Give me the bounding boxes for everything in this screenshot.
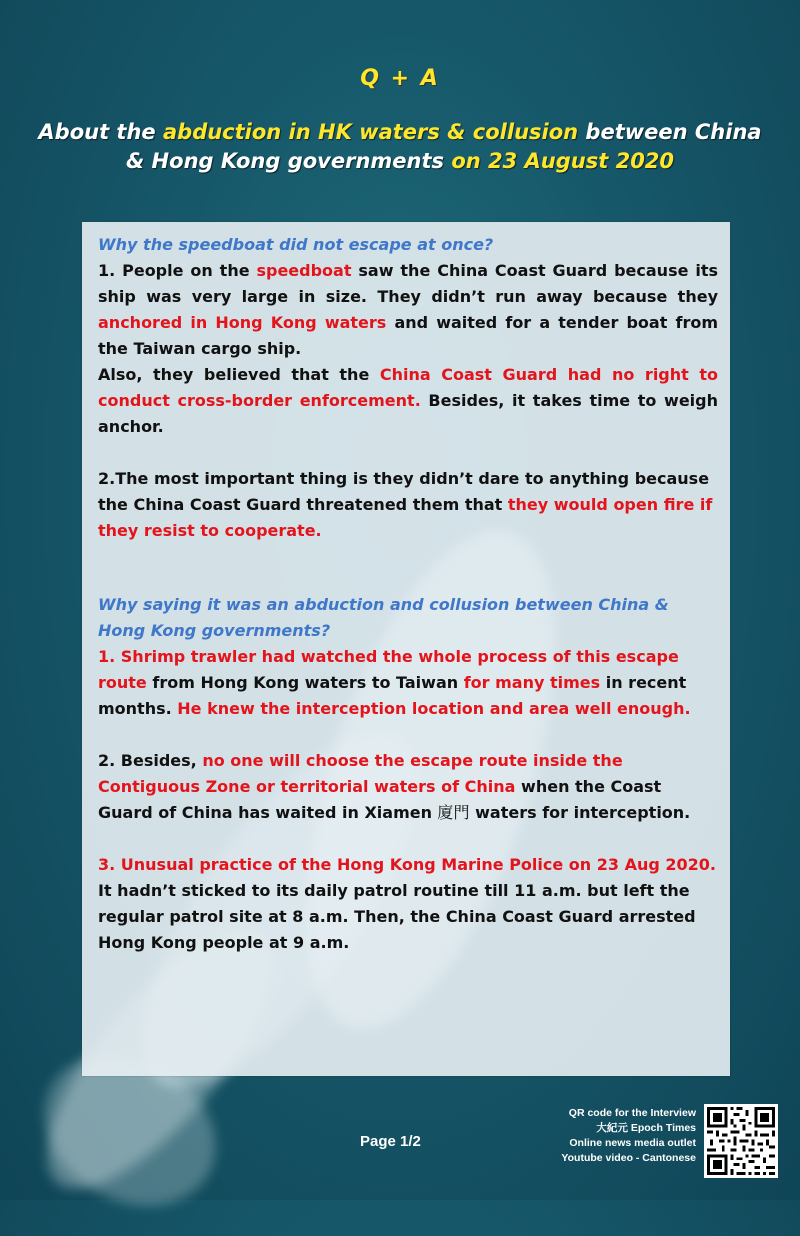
subtitle-part-highlight: on 23 August 2020 — [451, 149, 675, 173]
qr-caption-line: Online news media outlet — [569, 1137, 696, 1149]
answer-2-paragraph-2 — [98, 748, 718, 826]
text-run: saw the China Coast Guard because its ship was very large in size. They didn’t run away because they — [98, 261, 719, 306]
spacer — [98, 826, 718, 852]
text-run-highlight: for many times — [463, 673, 601, 692]
qr-caption-line: 大紀元 Epoch Times — [596, 1122, 696, 1134]
text-run: from Hong Kong waters to Taiwan — [146, 673, 464, 692]
text-run: 1. People on the — [98, 261, 257, 280]
answer-1-paragraph-2 — [98, 362, 718, 440]
page-subtitle — [30, 118, 770, 176]
text-run: 2.The most important thing is they didn’t dare to anything because the China Coast Guard threatened them that — [98, 469, 710, 514]
answer-2-paragraph-3 — [98, 852, 718, 956]
page-title: Q + A — [360, 66, 440, 91]
subtitle-part: About the — [38, 120, 163, 144]
spacer — [98, 440, 718, 466]
spacer — [98, 722, 718, 748]
text-run: waters for interception. — [469, 803, 691, 822]
answer-1-paragraph-3 — [98, 466, 718, 544]
text-run-highlight: China Coast Guard had no right to conduct cross-border enforcement. — [98, 365, 718, 410]
page-number: Page 1/2 — [360, 1133, 421, 1150]
text-run-highlight: 1. Shrimp trawler had watched the whole process of this escape route — [98, 647, 679, 692]
text-run: when the Coast Guard of China has waited in Xiamen — [98, 777, 662, 822]
qr-code-icon — [704, 1104, 778, 1178]
text-run: Besides, it takes time to weigh anchor. — [98, 391, 718, 436]
spacer — [98, 544, 718, 592]
text-run-highlight: He knew the interception location and area well enough. — [177, 699, 691, 718]
text-run: It hadn’t sticked to its daily patrol routine till 11 a.m. but left the regular patrol site at 8 a.m. Then, the China Coast Guard arrested Hong Kong people at 9 a.m. — [98, 881, 696, 952]
qa-content — [98, 232, 718, 956]
text-run: 2. Besides, — [98, 751, 203, 770]
subtitle-part: between China & Hong Kong governments — [125, 120, 762, 173]
text-run: Also, they believed that the — [98, 365, 380, 384]
text-run-highlight: 3. Unusual practice of the Hong Kong Marine Police on 23 Aug 2020. — [98, 855, 716, 874]
qr-caption — [548, 1106, 696, 1166]
text-run-cjk: 廈門 — [437, 803, 470, 822]
question-2: Why saying it was an abduction and collusion between China & Hong Kong governments? — [98, 595, 669, 640]
text-run-highlight: they would open fire if they resist to cooperate. — [98, 495, 713, 540]
text-run: and waited for a tender boat from the Taiwan cargo ship. — [98, 313, 719, 358]
qr-caption-line: QR code for the Interview — [568, 1107, 696, 1119]
answer-1-paragraph-1 — [98, 258, 718, 362]
question-1: Why the speedboat did not escape at once? — [98, 235, 494, 254]
text-run: in recent months. — [98, 673, 687, 718]
subtitle-part-highlight: abduction in HK waters & collusion — [162, 120, 579, 144]
text-run-highlight: no one will choose the escape route inside the Contiguous Zone or territorial waters of China — [98, 751, 623, 796]
qa-panel — [82, 222, 730, 1076]
qr-caption-line: Youtube video - Cantonese — [561, 1152, 696, 1164]
text-run-highlight: anchored in Hong Kong waters — [98, 313, 387, 332]
answer-2-paragraph-1 — [98, 644, 718, 722]
qr-code[interactable] — [704, 1104, 778, 1178]
text-run-highlight: speedboat — [256, 261, 352, 280]
